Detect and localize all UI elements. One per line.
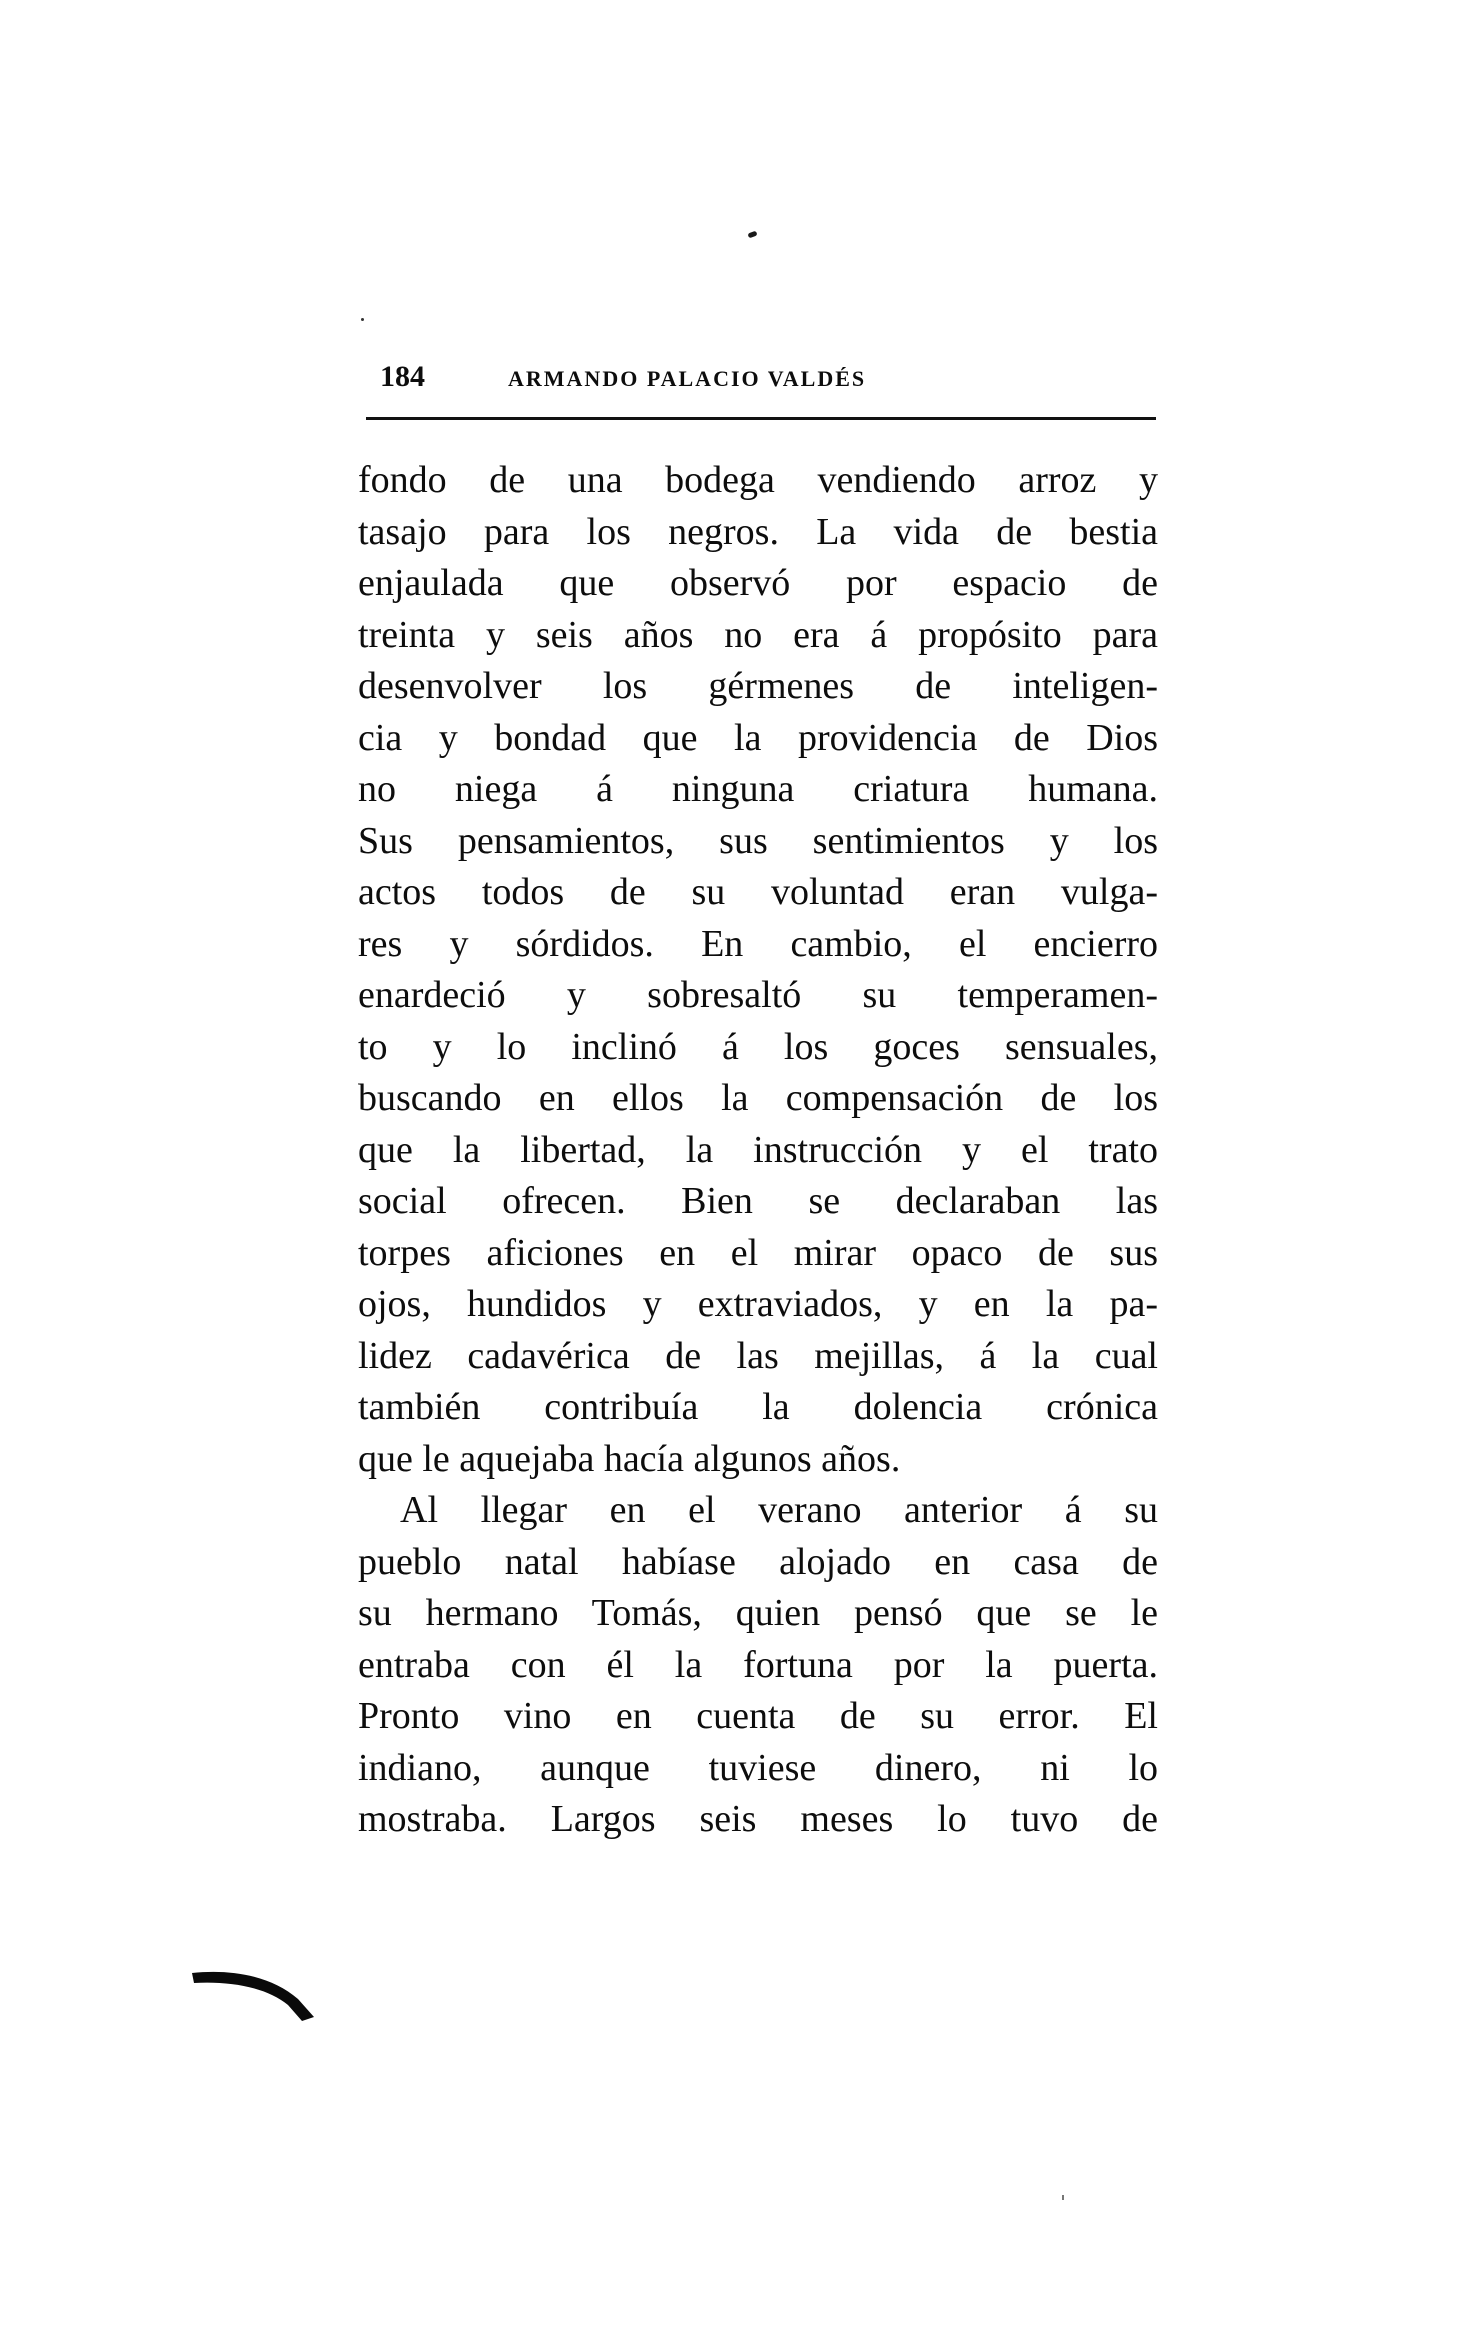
- text-line: social ofrecen. Bien se declaraban las: [358, 1180, 1158, 1222]
- text-line: actos todos de su voluntad eran vulga-: [358, 871, 1158, 913]
- text-line: entraba con él la fortuna por la puerta.: [358, 1643, 1158, 1686]
- ink-speck: [747, 231, 757, 239]
- text-line: to y lo inclinó á los goces sensuales,: [358, 1025, 1158, 1068]
- text-line: no niega á ninguna criatura humana.: [358, 768, 1158, 810]
- text-line: cia y bondad que la providencia de Dios: [358, 716, 1158, 759]
- scan-corner-mark: [190, 1965, 320, 2025]
- text-line: indiano, aunque tuviese dinero, ni lo: [358, 1746, 1158, 1789]
- text-line: que la libertad, la instrucción y el trato: [358, 1128, 1158, 1171]
- text-line: lidez cadavérica de las mejillas, á la cual: [358, 1334, 1158, 1377]
- text-line: mostraba. Largos seis meses lo tuvo de: [358, 1798, 1158, 1840]
- running-head: [380, 350, 1150, 400]
- text-line: enjaulada que observó por espacio de: [358, 562, 1158, 604]
- text-line: res y sórdidos. En cambio, el encierro: [358, 922, 1158, 965]
- header-rule: [366, 417, 1156, 420]
- body-text: [358, 455, 1158, 1846]
- paragraph-end-line: que le aquejaba hacía algunos años.: [358, 1437, 901, 1480]
- text-line: tasajo para los negros. La vida de bestia: [358, 510, 1158, 553]
- page-number: 184: [380, 360, 425, 393]
- text-line: desenvolver los gérmenes de inteligen-: [358, 665, 1158, 707]
- ink-speck: [1062, 2195, 1064, 2200]
- text-line: ojos, hundidos y extraviados, y en la pa-: [358, 1283, 1158, 1325]
- text-line: pueblo natal habíase alojado en casa de: [358, 1540, 1158, 1583]
- running-title: ARMANDO PALACIO VALDÉS: [508, 366, 867, 391]
- text-line: treinta y seis años no era á propósito para: [358, 613, 1158, 656]
- text-line: torpes aficiones en el mirar opaco de sus: [358, 1231, 1158, 1274]
- paragraph-start-line: Al llegar en el verano anterior á su: [400, 1489, 1158, 1531]
- text-line: también contribuía la dolencia crónica: [358, 1386, 1158, 1428]
- text-line: Pronto vino en cuenta de su error. El: [358, 1695, 1158, 1737]
- ink-speck: [361, 318, 364, 321]
- text-line: su hermano Tomás, quien pensó que se le: [358, 1592, 1158, 1634]
- text-line: enardeció y sobresaltó su temperamen-: [358, 974, 1158, 1016]
- text-line: Sus pensamientos, sus sentimientos y los: [358, 819, 1158, 862]
- text-line: fondo de una bodega vendiendo arroz y: [358, 459, 1158, 501]
- text-line: buscando en ellos la compensación de los: [358, 1077, 1158, 1119]
